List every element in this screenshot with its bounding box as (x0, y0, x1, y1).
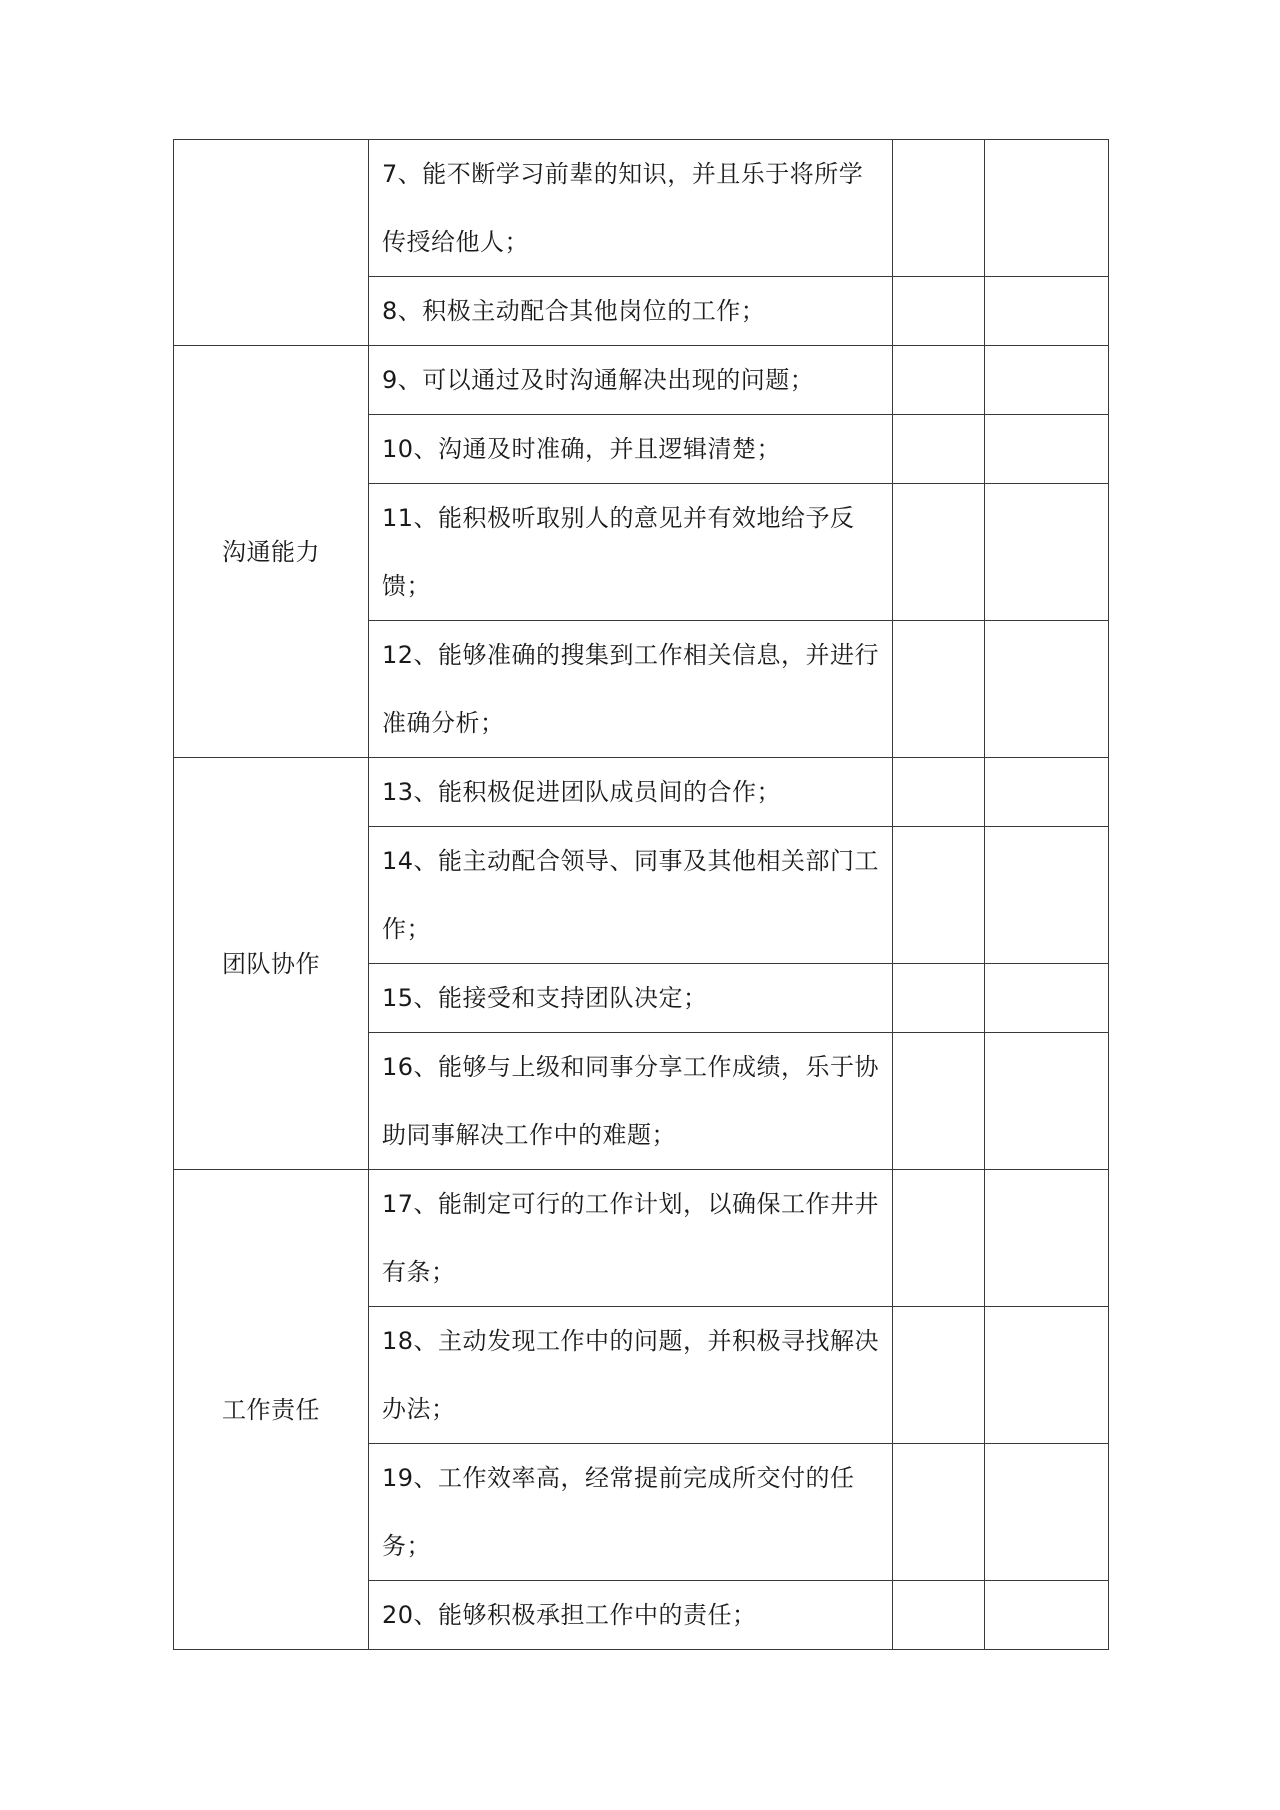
item-cell: 16、能够与上级和同事分享工作成绩，乐于协助同事解决工作中的难题； (369, 1033, 893, 1170)
category-cell (174, 140, 369, 346)
item-cell: 20、能够积极承担工作中的责任； (369, 1581, 893, 1650)
score-cell-1[interactable] (893, 140, 985, 277)
score-cell-1[interactable] (893, 277, 985, 346)
category-cell: 团队协作 (174, 758, 369, 1170)
item-cell: 8、积极主动配合其他岗位的工作； (369, 277, 893, 346)
score-cell-1[interactable] (893, 1581, 985, 1650)
score-cell-1[interactable] (893, 1033, 985, 1170)
table-row (174, 140, 1109, 277)
item-cell: 14、能主动配合领导、同事及其他相关部门工作； (369, 827, 893, 964)
score-cell-1[interactable] (893, 827, 985, 964)
score-cell-2[interactable] (985, 415, 1109, 484)
item-cell: 17、能制定可行的工作计划，以确保工作井井有条； (369, 1170, 893, 1307)
table-row (174, 346, 1109, 415)
score-cell-2[interactable] (985, 140, 1109, 277)
score-cell-2[interactable] (985, 964, 1109, 1033)
score-cell-2[interactable] (985, 1307, 1109, 1444)
score-cell-1[interactable] (893, 964, 985, 1033)
evaluation-table (173, 139, 1109, 1650)
score-cell-2[interactable] (985, 758, 1109, 827)
score-cell-1[interactable] (893, 346, 985, 415)
item-cell: 13、能积极促进团队成员间的合作； (369, 758, 893, 827)
item-cell: 12、能够准确的搜集到工作相关信息，并进行准确分析； (369, 621, 893, 758)
item-cell: 19、工作效率高，经常提前完成所交付的任务； (369, 1444, 893, 1581)
score-cell-1[interactable] (893, 415, 985, 484)
score-cell-1[interactable] (893, 758, 985, 827)
item-cell: 9、可以通过及时沟通解决出现的问题； (369, 346, 893, 415)
score-cell-2[interactable] (985, 1581, 1109, 1650)
score-cell-2[interactable] (985, 621, 1109, 758)
score-cell-1[interactable] (893, 484, 985, 621)
score-cell-2[interactable] (985, 277, 1109, 346)
category-cell: 工作责任 (174, 1170, 369, 1650)
item-cell: 11、能积极听取别人的意见并有效地给予反馈； (369, 484, 893, 621)
score-cell-2[interactable] (985, 346, 1109, 415)
score-cell-1[interactable] (893, 1444, 985, 1581)
score-cell-1[interactable] (893, 1170, 985, 1307)
table-row (174, 1170, 1109, 1307)
score-cell-2[interactable] (985, 1444, 1109, 1581)
score-cell-2[interactable] (985, 1033, 1109, 1170)
item-cell: 10、沟通及时准确，并且逻辑清楚； (369, 415, 893, 484)
item-cell: 18、主动发现工作中的问题，并积极寻找解决办法； (369, 1307, 893, 1444)
score-cell-2[interactable] (985, 1170, 1109, 1307)
score-cell-2[interactable] (985, 484, 1109, 621)
score-cell-1[interactable] (893, 621, 985, 758)
score-cell-1[interactable] (893, 1307, 985, 1444)
category-cell: 沟通能力 (174, 346, 369, 758)
item-cell: 15、能接受和支持团队决定； (369, 964, 893, 1033)
table-row (174, 758, 1109, 827)
score-cell-2[interactable] (985, 827, 1109, 964)
item-cell: 7、能不断学习前辈的知识，并且乐于将所学传授给他人； (369, 140, 893, 277)
